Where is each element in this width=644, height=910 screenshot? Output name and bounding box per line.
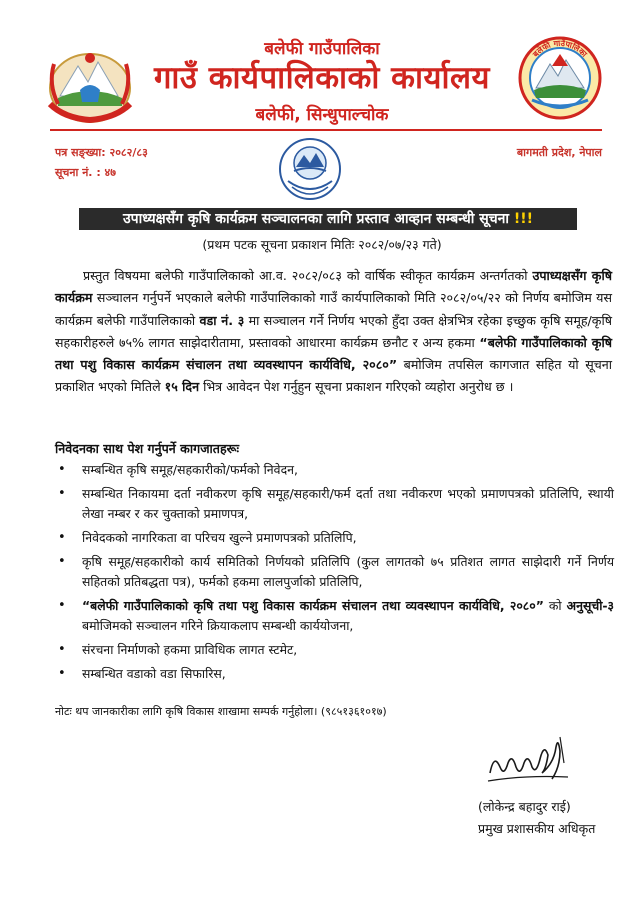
office-address: बलेफी, सिन्धुपाल्चोक [255, 105, 389, 125]
list-item: • कृषि समूह/सहकारीको कार्य समितिको निर्णयको प्रतिलिपि (कुल लागतको ७५ प्रतिशत लागत साझेदारी गर्ने निर्णय सहितको प्रतिबद्धता पत्र), फर्मको हकमा लालपुर्जाको प्रतिलिपि, [58, 554, 614, 589]
header-divider [50, 129, 602, 131]
list-item: • “बलेफी गाउँपालिकाको कृषि तथा पशु विकास कार्यक्रम संचालन तथा व्यवस्थापन कार्यविधि, २०८०” को अनुसूची-३ बमोजिमको सञ्चालन गरिने क्रियाकलाप सम्बन्धी कार्ययोजना, [58, 598, 614, 633]
office-seal-icon [278, 137, 342, 201]
office-name: गाउँ कार्यपालिकाको कार्यालय [153, 60, 491, 96]
list-item: • सम्बन्धित वडाको वडा सिफारिस, [58, 666, 226, 681]
province-label: बागमती प्रदेश, नेपाल [516, 146, 602, 159]
list-item: • सम्बन्धित कृषि समूह/सहकारीको/फर्मको निवेदन, [58, 462, 298, 477]
reference-number: पत्र सङ्ख्या: २०८२/८३ [55, 146, 148, 159]
contact-note: नोटः थप जानकारीका लागि कृषि विकास शाखामा सम्पर्क गर्नुहोला। (९८५१३६१०१७) [55, 705, 387, 718]
title-exclamation: !!! [509, 211, 534, 227]
list-item: • निवेदकको नागरिकता वा परिचय खुल्ने प्रमाणपत्रको प्रतिलिपि, [58, 530, 357, 545]
notice-title: उपाध्यक्षसँग कृषि कार्यक्रम सञ्चालनका लागि प्रस्ताव आव्हान सम्बन्धी सूचना !!! [79, 208, 577, 230]
list-item: • संरचना निर्माणको हकमा प्राविधिक लागत स्टमेट, [58, 642, 298, 657]
notice-number: सूचना नं. : ४७ [55, 166, 116, 179]
signer-title: प्रमुख प्रशासकीय अधिकृत [478, 821, 596, 836]
svg-text:बलेफी गाउँपालिका: बलेफी गाउँपालिका [531, 38, 589, 59]
documents-list [58, 460, 614, 688]
documents-heading: निवेदनका साथ पेश गर्नुपर्ने कागजातहरूः [55, 441, 239, 456]
municipality-name: बलेफी गाउँपालिका [264, 39, 380, 59]
publication-date: (प्रथम पटक सूचना प्रकाशन मितिः २०८२/०७/२३ गते) [202, 237, 442, 252]
signature-image [484, 733, 574, 791]
signer-name: (लोकेन्द्र बहादुर राई) [478, 799, 571, 814]
notice-body: प्रस्तुत विषयमा बलेफी गाउँपालिकाको आ.व. २०८२/०८३ को वार्षिक स्वीकृत कार्यक्रम अन्तर्गतको उपाध्यक्षसँग कृषि कार्यक्रम सञ्चालन गर्नुपर्ने भएकाले बलेफी गाउँपालिकाको गाउँ कार्यपालिकाको मिति २०८२/०५/२२ को निर्णय बमोजिम यस कार्यक्रम बलेफी गाउँपालिकाको वडा नं. ३ मा सञ्चालन गर्ने निर्णय भएको हुँदा उक्त क्षेत्रभित्र रहेका इच्छुक कृषि समूह/कृषि सहकारीहरुले ७५% लागत साझेदारीतामा, प्रस्तावको आधारमा कार्यक्रम छनौट र अन्य हकमा “बलेफी गाउँपालिकाको कृषि तथा पशु विकास कार्यक्रम संचालन तथा व्यवस्थापन कार्यविधि, २०८०” बमोजिम तपसिल कागजात सहित यो सूचना प्रकाशित भएको मितिले १५ दिन भित्र आवेदन पेश गर्नुहुन सूचना प्रकाशन गरिएको व्यहोरा अनुरोध छ । [55, 268, 612, 395]
list-item: • सम्बन्धित निकायमा दर्ता नवीकरण कृषि समूह/सहकारी/फर्म दर्ता तथा नवीकरण भएको प्रमाणपत्रको प्रतिलिपि, स्थायी लेखा नम्बर र कर चुक्ताको प्रमाणपत्र, [58, 486, 614, 521]
